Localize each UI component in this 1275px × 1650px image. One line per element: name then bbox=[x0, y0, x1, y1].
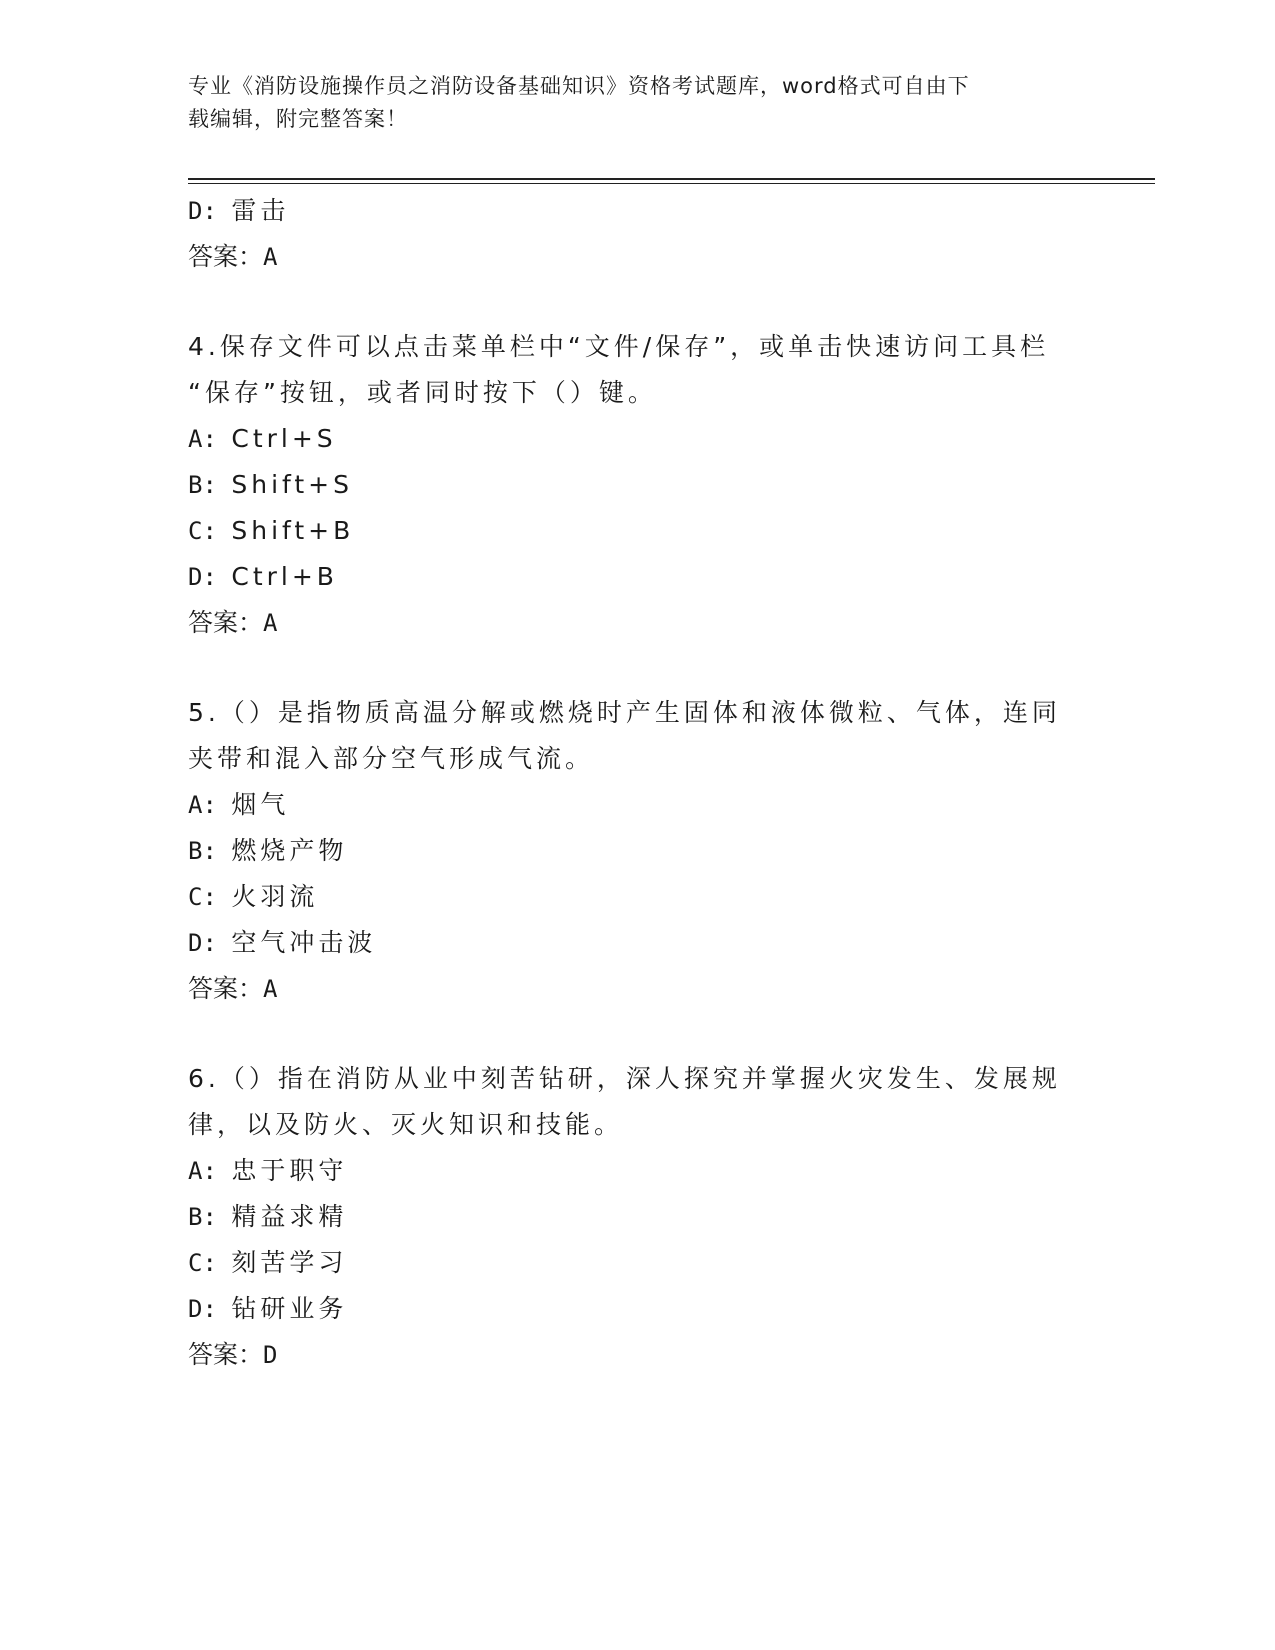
question-stem-line-2: “保存”按钮，或者同时按下（）键。 bbox=[188, 378, 657, 407]
option-text: 燃烧产物 bbox=[231, 836, 348, 865]
header-line-1: 专业《消防设施操作员之消防设备基础知识》资格考试题库，word格式可自由下 bbox=[188, 74, 970, 98]
answer-label: 答案： bbox=[188, 608, 264, 637]
answer-label: 答案： bbox=[188, 974, 264, 1003]
answer-value: A bbox=[263, 609, 278, 637]
option-text: 火羽流 bbox=[231, 882, 319, 911]
question-5 bbox=[188, 690, 1088, 1012]
option-c bbox=[188, 508, 1088, 554]
option-c bbox=[188, 1240, 1088, 1286]
option-text: 钻研业务 bbox=[231, 1294, 348, 1323]
option-d bbox=[188, 554, 1088, 600]
option-text: 烟气 bbox=[231, 790, 290, 819]
question-stem-line-1: 4.保存文件可以点击菜单栏中“文件/保存”，或单击快速访问工具栏 bbox=[188, 332, 1050, 361]
option-b bbox=[188, 828, 1088, 874]
answer-value: D bbox=[263, 1341, 278, 1369]
option-key: C: bbox=[188, 1249, 217, 1277]
option-text: Ctrl+B bbox=[231, 562, 338, 591]
option-text: 雷击 bbox=[231, 196, 290, 225]
option-a bbox=[188, 416, 1088, 462]
page-header bbox=[188, 70, 1088, 136]
option-text: Shift+S bbox=[231, 470, 353, 499]
option-d bbox=[188, 920, 1088, 966]
option-text: 刻苦学习 bbox=[231, 1248, 348, 1277]
option-key: D: bbox=[188, 197, 217, 225]
answer-value: A bbox=[263, 975, 278, 1003]
header-rule-thin bbox=[188, 183, 1155, 184]
answer-line bbox=[188, 600, 1088, 646]
option-key: D: bbox=[188, 1295, 217, 1323]
question-stem-line-2: 夹带和混入部分空气形成气流。 bbox=[188, 744, 595, 773]
option-key: A: bbox=[188, 425, 217, 453]
answer-label: 答案： bbox=[188, 242, 264, 271]
option-d bbox=[188, 1286, 1088, 1332]
option-text: Ctrl+S bbox=[231, 424, 337, 453]
option-b bbox=[188, 1194, 1088, 1240]
option-key: D: bbox=[188, 563, 217, 591]
option-key: B: bbox=[188, 1203, 217, 1231]
option-text: 空气冲击波 bbox=[231, 928, 377, 957]
option-key: B: bbox=[188, 837, 217, 865]
option-d bbox=[188, 188, 1088, 234]
answer-line bbox=[188, 234, 1088, 280]
option-key: C: bbox=[188, 517, 217, 545]
option-key: B: bbox=[188, 471, 217, 499]
question-6 bbox=[188, 1056, 1088, 1378]
option-text: Shift+B bbox=[231, 516, 355, 545]
answer-value: A bbox=[263, 243, 278, 271]
option-key: A: bbox=[188, 1157, 217, 1185]
question-list bbox=[188, 188, 1088, 1378]
previous-question-tail bbox=[188, 188, 1088, 280]
option-text: 忠于职守 bbox=[231, 1156, 348, 1185]
option-c bbox=[188, 874, 1088, 920]
option-a bbox=[188, 782, 1088, 828]
option-text: 精益求精 bbox=[231, 1202, 348, 1231]
answer-line bbox=[188, 1332, 1088, 1378]
option-a bbox=[188, 1148, 1088, 1194]
question-4 bbox=[188, 324, 1088, 646]
option-key: C: bbox=[188, 883, 217, 911]
question-stem-line-2: 律，以及防火、灭火知识和技能。 bbox=[188, 1110, 624, 1139]
header-line-2: 载编辑，附完整答案！ bbox=[188, 107, 408, 131]
answer-line bbox=[188, 966, 1088, 1012]
answer-label: 答案： bbox=[188, 1340, 264, 1369]
header-rule-thick bbox=[188, 178, 1155, 180]
question-stem-line-1: 5.（）是指物质高温分解或燃烧时产生固体和液体微粒、气体，连同 bbox=[188, 698, 1061, 727]
question-stem-line-1: 6.（）指在消防从业中刻苦钻研，深人探究并掌握火灾发生、发展规 bbox=[188, 1064, 1061, 1093]
option-key: A: bbox=[188, 791, 217, 819]
option-key: D: bbox=[188, 929, 217, 957]
option-b bbox=[188, 462, 1088, 508]
